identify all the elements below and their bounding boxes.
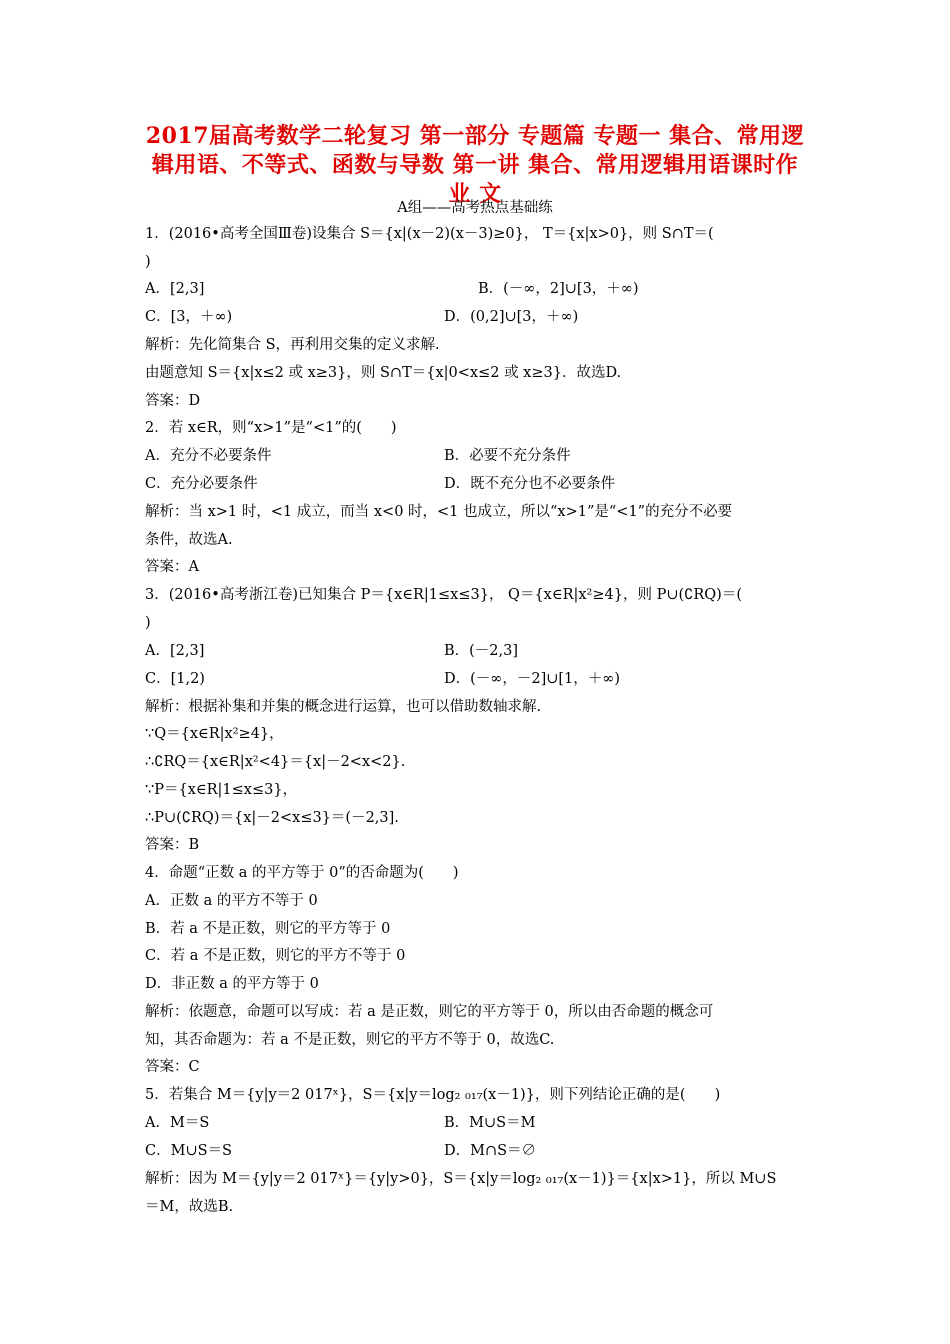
q2-opt-a-second-option: B．必要不充分条件 xyxy=(444,448,571,464)
q5-opt-c: C．M∪S＝S xyxy=(145,1143,232,1159)
q2-analysis-1: 解析：当 x>1 时，<1 成立，而当 x<0 时，<1 也成立，所以“x>1”是“<1”的充分不必要 xyxy=(145,504,733,520)
q3-answer: 答案：B xyxy=(145,837,200,853)
q1-opt-c: C．[3，＋∞) xyxy=(145,309,233,325)
q3-analysis-1: 解析：根据补集和并集的概念进行运算，也可以借助数轴求解. xyxy=(145,699,542,715)
title-line-2: 辑用语、不等式、函数与导数 第一讲 集合、常用逻辑用语课时作 xyxy=(151,152,799,178)
q4-answer: 答案：C xyxy=(145,1059,200,1075)
title-line-1: 2017届高考数学二轮复习 第一部分 专题篇 专题一 集合、常用逻 xyxy=(145,123,805,149)
q4-analysis-1: 解析：依题意，命题可以写成：若 a 是正数，则它的平方等于 0，所以由否命题的概念可 xyxy=(145,1004,714,1020)
q3-analysis-3: ∴∁RQ＝{x∈R|x²<4}＝{x|－2<x<2}. xyxy=(145,754,406,770)
q5-analysis-2: ＝M，故选B. xyxy=(145,1199,234,1215)
q1-analysis-2: 由题意知 S＝{x|x≤2 或 x≥3}，则 S∩T＝{x|0<x≤2 或 x≥3}．故选D. xyxy=(145,365,622,381)
q1-stem-cont: ) xyxy=(145,254,151,270)
q3-analysis-4: ∵P＝{x∈R|1≤x≤3}， xyxy=(145,782,298,798)
q1-answer: 答案：D xyxy=(145,393,201,409)
q4-opt-a: A．正数 a 的平方不等于 0 xyxy=(145,893,318,909)
q5-opt-c-second-option: D．M∩S＝∅ xyxy=(444,1143,537,1159)
q4-stem: 4．命题“正数 a 的平方等于 0”的否命题为( ) xyxy=(145,865,459,881)
q5-stem: 5．若集合 M＝{y|y＝2 017ˣ}，S＝{x|y＝log₂ ₀₁₇(x－1)}，则下列结论正确的是( ) xyxy=(145,1087,721,1103)
q2-answer: 答案：A xyxy=(145,559,199,575)
q5-opt-a-second-option: B．M∪S＝M xyxy=(444,1115,536,1131)
q1-opt-a: A．[2,3] xyxy=(145,281,205,297)
q3-analysis-2: ∵Q＝{x∈R|x²≥4}， xyxy=(145,726,284,742)
q3-opt-c-second-option: D．(－∞，－2]∪[1，＋∞) xyxy=(444,671,621,687)
q2-opt-c-second-option: D．既不充分也不必要条件 xyxy=(444,476,616,492)
q1-analysis-1: 解析：先化简集合 S，再利用交集的定义求解. xyxy=(145,337,440,353)
q1-stem: 1．(2016•高考全国Ⅲ卷)设集合 S＝{x|(x－2)(x－3)≥0}， T＝{x|x>0}，则 S∩T＝( xyxy=(145,226,714,242)
q2-analysis-2: 条件，故选A. xyxy=(145,532,233,548)
q4-opt-d: D．非正数 a 的平方等于 0 xyxy=(145,976,319,992)
q2-opt-a: A．充分不必要条件 xyxy=(145,448,272,464)
q4-analysis-2: 知，其否命题为：若 a 不是正数，则它的平方不等于 0，故选C. xyxy=(145,1032,555,1048)
q2-opt-c: C．充分必要条件 xyxy=(145,476,258,492)
section-heading: A组——高考热点基础练 xyxy=(397,200,553,216)
q3-opt-c: C．[1,2) xyxy=(145,671,205,687)
q1-opt-a-second-option: B．(－∞，2]∪[3，＋∞) xyxy=(478,281,639,297)
q3-stem: 3．(2016•高考浙江卷)已知集合 P＝{x∈R|1≤x≤3}， Q＝{x∈R|x²≥4}，则 P∪(∁RQ)＝( xyxy=(145,587,742,603)
q5-analysis-1: 解析：因为 M＝{y|y＝2 017ˣ}＝{y|y>0}，S＝{x|y＝log₂ ₀₁₇(x－1)}＝{x|x>1}，所以 M∪S xyxy=(145,1171,777,1187)
q2-stem: 2．若 x∈R，则“x>1”是“<1”的( ) xyxy=(145,420,397,436)
q1-opt-c-second-option: D．(0,2]∪[3，＋∞) xyxy=(444,309,579,325)
q4-opt-b: B．若 a 不是正数，则它的平方等于 0 xyxy=(145,921,391,937)
q4-opt-c: C．若 a 不是正数，则它的平方不等于 0 xyxy=(145,948,406,964)
q3-opt-a: A．[2,3] xyxy=(145,643,205,659)
title-line-3: 业 文 xyxy=(448,181,502,207)
q3-analysis-5: ∴P∪(∁RQ)＝{x|－2<x≤3}＝(－2,3]. xyxy=(145,810,399,826)
q3-opt-a-second-option: B．(－2,3] xyxy=(444,643,519,659)
q3-stem-cont: ) xyxy=(145,615,151,631)
q5-opt-a: A．M＝S xyxy=(145,1115,210,1131)
